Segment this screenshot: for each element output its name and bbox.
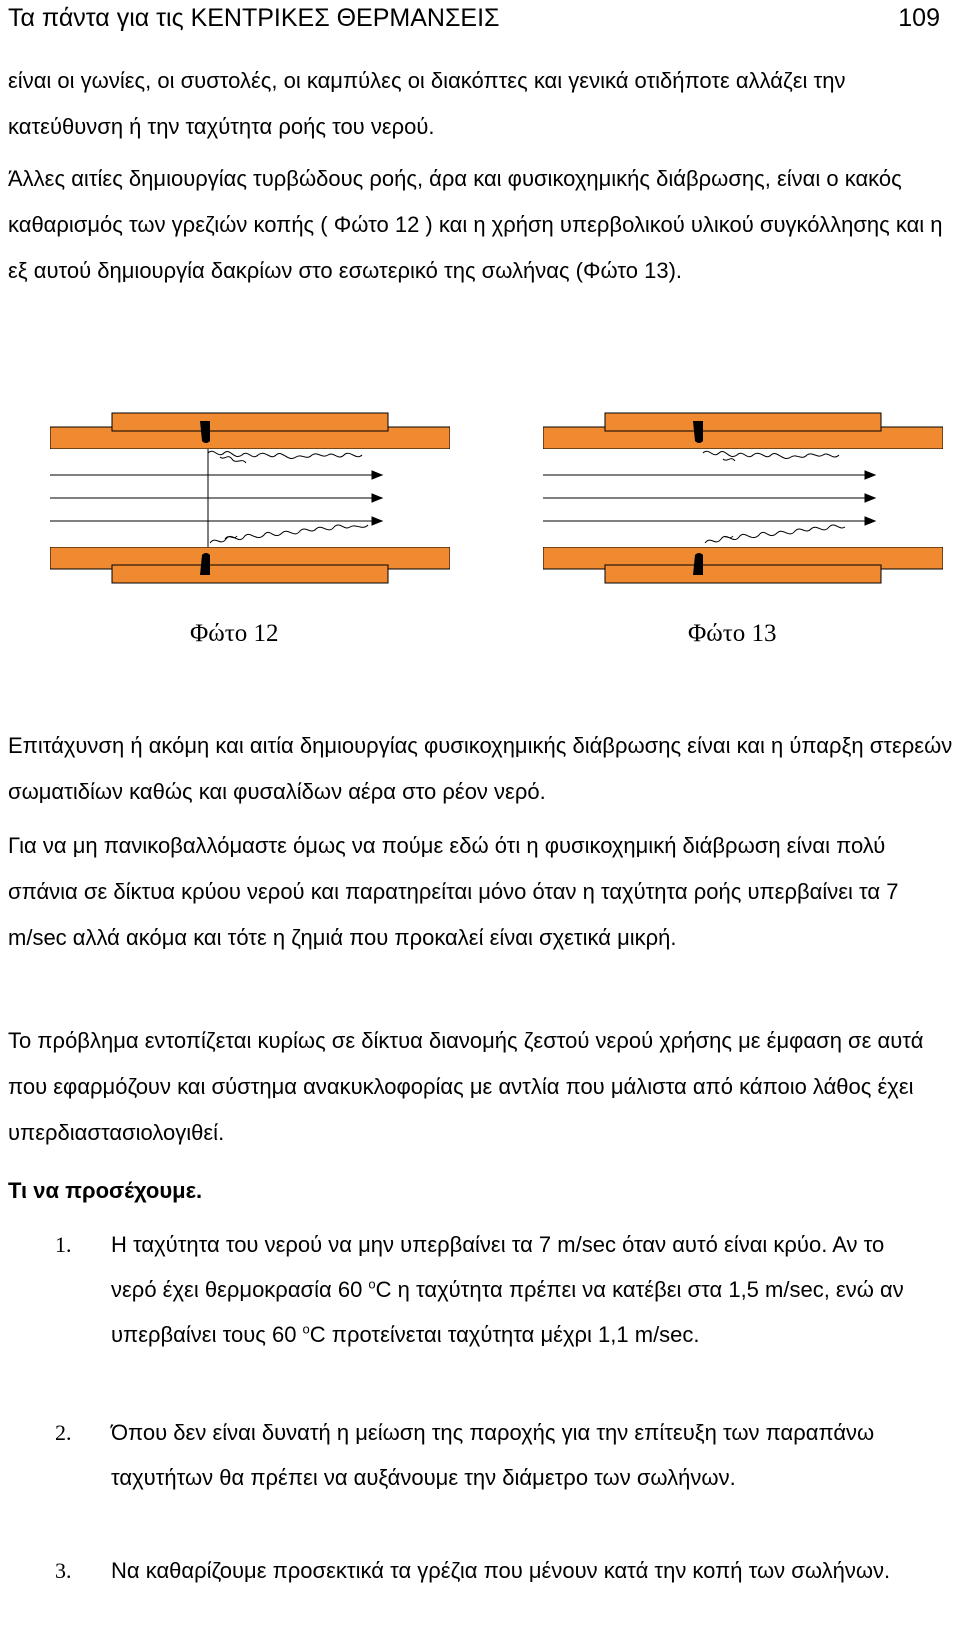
section-heading: Τι να προσέχουμε.: [8, 1178, 203, 1203]
page-header: [8, 0, 940, 40]
list-text: Όπου δεν είναι δυνατή η μείωση της παροχής για την επίτευξη των παραπάνω ταχυτήτων θα πρέπει να αυξάνουμε την διάμετρο των σωλήνων.: [111, 1420, 875, 1490]
paragraph-3: Επιτάχυνση ή ακόμη και αιτία δημιουργίας φυσικοχημικής διάβρωσης είναι και η ύπαρξη στερεών σωματιδίων καθώς και φυσαλίδων αέρα στο ρέον νερό.: [8, 733, 953, 804]
paragraph-1: είναι οι γωνίες, οι συστολές, οι καμπύλες οι διακόπτες και γενικά οτιδήποτε αλλάζει την κατεύθυνση ή την ταχύτητα ροής του νερού.: [8, 68, 846, 139]
photo-13-diagram: [543, 405, 943, 605]
list-number: 1.: [55, 1232, 72, 1257]
photo-13-caption: Φώτο 13: [688, 620, 777, 647]
paragraph-2: Άλλες αιτίες δημιουργίας τυρβώδους ροής, άρα και φυσικοχημικής διάβρωσης, είναι ο κακός καθαρισμός των γρεζιών κοπής ( Φώτο 12 ) και η χρήση υπερβολικού υλικού συγκόλλησης και η εξ αυτού δημιουργία δακρίων στο εσωτερικό της σωλήνας (Φώτο 13).: [8, 166, 943, 283]
paragraph-5: Το πρόβλημα εντοπίζεται κυρίως σε δίκτυα διανομής ζεστού νερού χρήσης με έμφαση σε αυτά που εφαρμόζουν και σύστημα ανακυκλοφορίας με αντλία που μάλιστα από κάποιο λάθος έχει υπερδιαστασιολογιθεί.: [8, 1028, 924, 1145]
paragraph-4: Για να μη πανικοβαλλόμαστε όμως να πούμε εδώ ότι η φυσικοχημική διάβρωση είναι πολύ σπάνια σε δίκτυα κρύου νερού και παρατηρείται μόνο όταν η ταχύτητα ροής υπερβαίνει τα 7 m/sec αλλά ακόμα και τότε η ζημιά που προκαλεί είναι σχετικά μικρή.: [8, 833, 899, 950]
list-text: Να καθαρίζουμε προσεκτικά τα γρέζια που μένουν κατά την κοπή των σωλήνων.: [111, 1558, 891, 1583]
pipe-wall-top: [50, 413, 450, 449]
photo-12-diagram: [50, 405, 450, 605]
pipe-wall-top: [543, 413, 943, 449]
pipe-wall-bottom: [543, 547, 943, 583]
header-title: Τα πάντα για τις ΚΕΝΤΡΙΚΕΣ ΘΕΡΜΑΝΣΕΙΣ: [8, 4, 500, 32]
list-text: Η ταχύτητα του νερού να μην υπερβαίνει τα 7 m/sec όταν αυτό είναι κρύο. Αν το νερό έχει θερμοκρασία 60 $^o$C η ταχύτητα πρέπει να κατέβει στα 1,5 m/sec, ενώ αν υπερβαίνει τους 60 $^o$C προτείνεται ταχύτητα μέχρι 1,1 m/sec.: [111, 1232, 904, 1347]
page-number: 109: [898, 4, 940, 32]
list-number: 2.: [55, 1420, 72, 1445]
photo-12-caption: Φώτο 12: [190, 620, 279, 647]
list-number: 3.: [55, 1558, 72, 1583]
pipe-wall-bottom: [50, 547, 450, 583]
